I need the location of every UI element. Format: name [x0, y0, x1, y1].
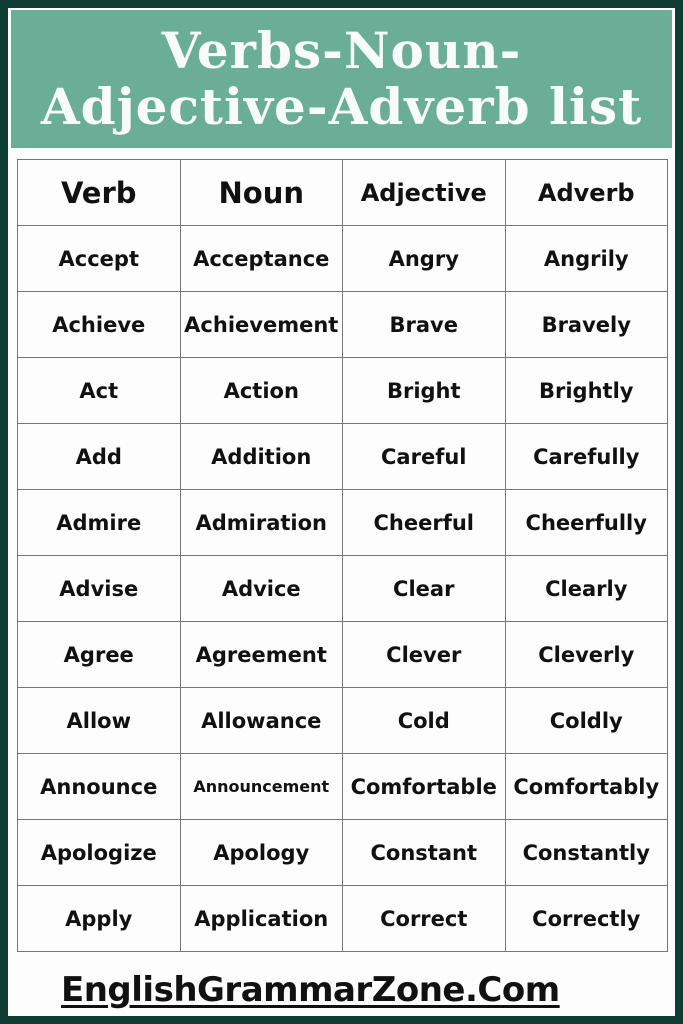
adverb-cell: Carefully	[505, 424, 668, 490]
title-line-1: Verbs-Noun-	[161, 21, 522, 80]
header-noun: Noun	[180, 160, 343, 226]
noun-cell: Action	[180, 358, 343, 424]
noun-cell: Admiration	[180, 490, 343, 556]
site-link[interactable]: EnglishGrammarZone.Com	[61, 970, 560, 1010]
adjective-cell: Clear	[343, 556, 506, 622]
adverb-cell: Comfortably	[505, 754, 668, 820]
adjective-cell: Constant	[343, 820, 506, 886]
verb-cell: Allow	[18, 688, 181, 754]
header-adjective: Adjective	[343, 160, 506, 226]
verb-cell: Apply	[18, 886, 181, 952]
table-row	[18, 226, 668, 292]
table-row	[18, 292, 668, 358]
table-row	[18, 622, 668, 688]
infographic-card	[8, 8, 675, 1016]
adjective-cell: Clever	[343, 622, 506, 688]
header-verb: Verb	[18, 160, 181, 226]
table-row	[18, 556, 668, 622]
adverb-cell: Constantly	[505, 820, 668, 886]
table-row	[18, 358, 668, 424]
header-row	[18, 160, 668, 226]
noun-cell: Apology	[180, 820, 343, 886]
noun-cell: Advice	[180, 556, 343, 622]
verb-cell: Act	[18, 358, 181, 424]
verb-cell: Advise	[18, 556, 181, 622]
table-row	[18, 424, 668, 490]
adverb-cell: Angrily	[505, 226, 668, 292]
noun-cell: Application	[180, 886, 343, 952]
title-banner	[11, 10, 672, 148]
verb-cell: Add	[18, 424, 181, 490]
verb-cell: Agree	[18, 622, 181, 688]
adjective-cell: Bright	[343, 358, 506, 424]
adverb-cell: Clearly	[505, 556, 668, 622]
noun-cell: Acceptance	[180, 226, 343, 292]
adjective-cell: Cold	[343, 688, 506, 754]
adjective-cell: Angry	[343, 226, 506, 292]
noun-cell: Addition	[180, 424, 343, 490]
verb-cell: Admire	[18, 490, 181, 556]
verb-cell: Announce	[18, 754, 181, 820]
adverb-cell: Cleverly	[505, 622, 668, 688]
verb-cell: Apologize	[18, 820, 181, 886]
adverb-cell: Coldly	[505, 688, 668, 754]
header-adverb: Adverb	[505, 160, 668, 226]
table-row	[18, 490, 668, 556]
adverb-cell: Brightly	[505, 358, 668, 424]
title-line-2: Adjective-Adverb list	[40, 77, 643, 136]
adjective-cell: Careful	[343, 424, 506, 490]
noun-cell: Allowance	[180, 688, 343, 754]
verb-cell: Accept	[18, 226, 181, 292]
adjective-cell: Brave	[343, 292, 506, 358]
noun-cell: Announcement	[180, 754, 343, 820]
noun-cell: Agreement	[180, 622, 343, 688]
adverb-cell: Bravely	[505, 292, 668, 358]
table-row	[18, 754, 668, 820]
adjective-cell: Correct	[343, 886, 506, 952]
adverb-cell: Cheerfully	[505, 490, 668, 556]
table-row	[18, 886, 668, 952]
table-row	[18, 688, 668, 754]
adjective-cell: Cheerful	[343, 490, 506, 556]
verb-cell: Achieve	[18, 292, 181, 358]
adjective-cell: Comfortable	[343, 754, 506, 820]
table-row	[18, 820, 668, 886]
word-forms-table	[17, 159, 668, 952]
adverb-cell: Correctly	[505, 886, 668, 952]
noun-cell: Achievement	[180, 292, 343, 358]
